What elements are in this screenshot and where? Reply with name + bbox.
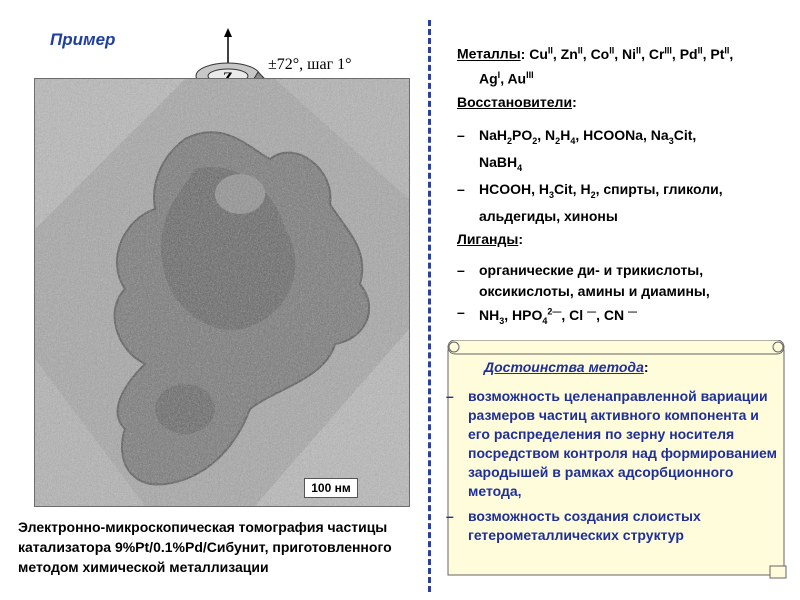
caption-line: катализатора 9%Pt/0.1%Pd/Сибунит, приготовленного <box>18 539 392 555</box>
metals-list-cont: $Ag^I$, $Au^{III}$ <box>479 69 534 87</box>
reducer-item: – HCOOH, $H_3Cit$, $H_2$, спирты, гликоли, альдегиды, хиноны <box>457 180 723 224</box>
ligand-item: – $NH_3$, $HPO_4^{2—}$, Cl —, CN — <box>457 303 637 327</box>
caption-line: методом химической металлизации <box>18 559 269 575</box>
metals-section: Металлы: $Cu^{II}$, $Zn^{II}$, $Co^{II}$, $Ni^{II}$, $Cr^{III}$, $Pd^{II}$, $Pt^{II}$, $Ag^I$, $Au^{III}$ Восстановители: – $NaH_2PO_2$, $N_2H_4$, HCOONa, $Na_3Cit$, NaBH$_4$ – HCOOH, $H_3Cit$, $H_2$, спирты, гликоли, альдегиды, хиноны Лиганды: – органические ди- и трикислоты, оксикислоты, амины и диамины, – $NH_3$, $HPO_4^{2—}$, Cl —, CN — <box>457 40 792 332</box>
advantages-heading: Достоинства метода <box>484 359 644 375</box>
ligands-heading: Лиганды <box>457 230 519 247</box>
reducers-heading: Восстановители <box>457 94 573 111</box>
rotation-label: ±72°, шаг 1° <box>268 56 352 73</box>
slide-title: Пример <box>50 30 116 49</box>
caption-line: Электронно-микроскопическая томография частицы <box>18 519 388 535</box>
section-divider <box>428 20 431 592</box>
reducer-item: – $NaH_2PO_2$, $N_2H_4$, HCOONa, $Na_3Cit$, NaBH$_4$ <box>457 127 697 173</box>
advantage-item: – возможность целенаправленной вариации размеров частиц активного компонента и его распределения по зерну носителя посредством контроля над формированием зародышей в рамках адсорбционного метода, <box>446 388 778 499</box>
ligand-item: – органические ди- и трикислоты, оксикислоты, амины и диамины, <box>457 261 710 299</box>
particle-image <box>35 79 409 506</box>
advantage-item: – возможность создания слоистых гетерометаллических структур <box>446 508 701 543</box>
scale-bar: 100 нм <box>304 478 358 498</box>
image-caption <box>18 517 428 577</box>
tomography-image <box>34 78 410 507</box>
advantages-scroll: Достоинства метода: – возможность целенаправленной вариации размеров частиц активного компонента и его распределения по зерну носителя посредством контроля над формированием зародышей в рамках адсорбционного метода, – возможность создания слоистых гетерометаллических структур <box>440 340 792 580</box>
metals-heading: Металлы <box>457 45 521 62</box>
metals-list: : $Cu^{II}$, $Zn^{II}$, $Co^{II}$, $Ni^{II}$, $Cr^{III}$, $Pd^{II}$, $Pt^{II}$, <box>520 45 734 62</box>
